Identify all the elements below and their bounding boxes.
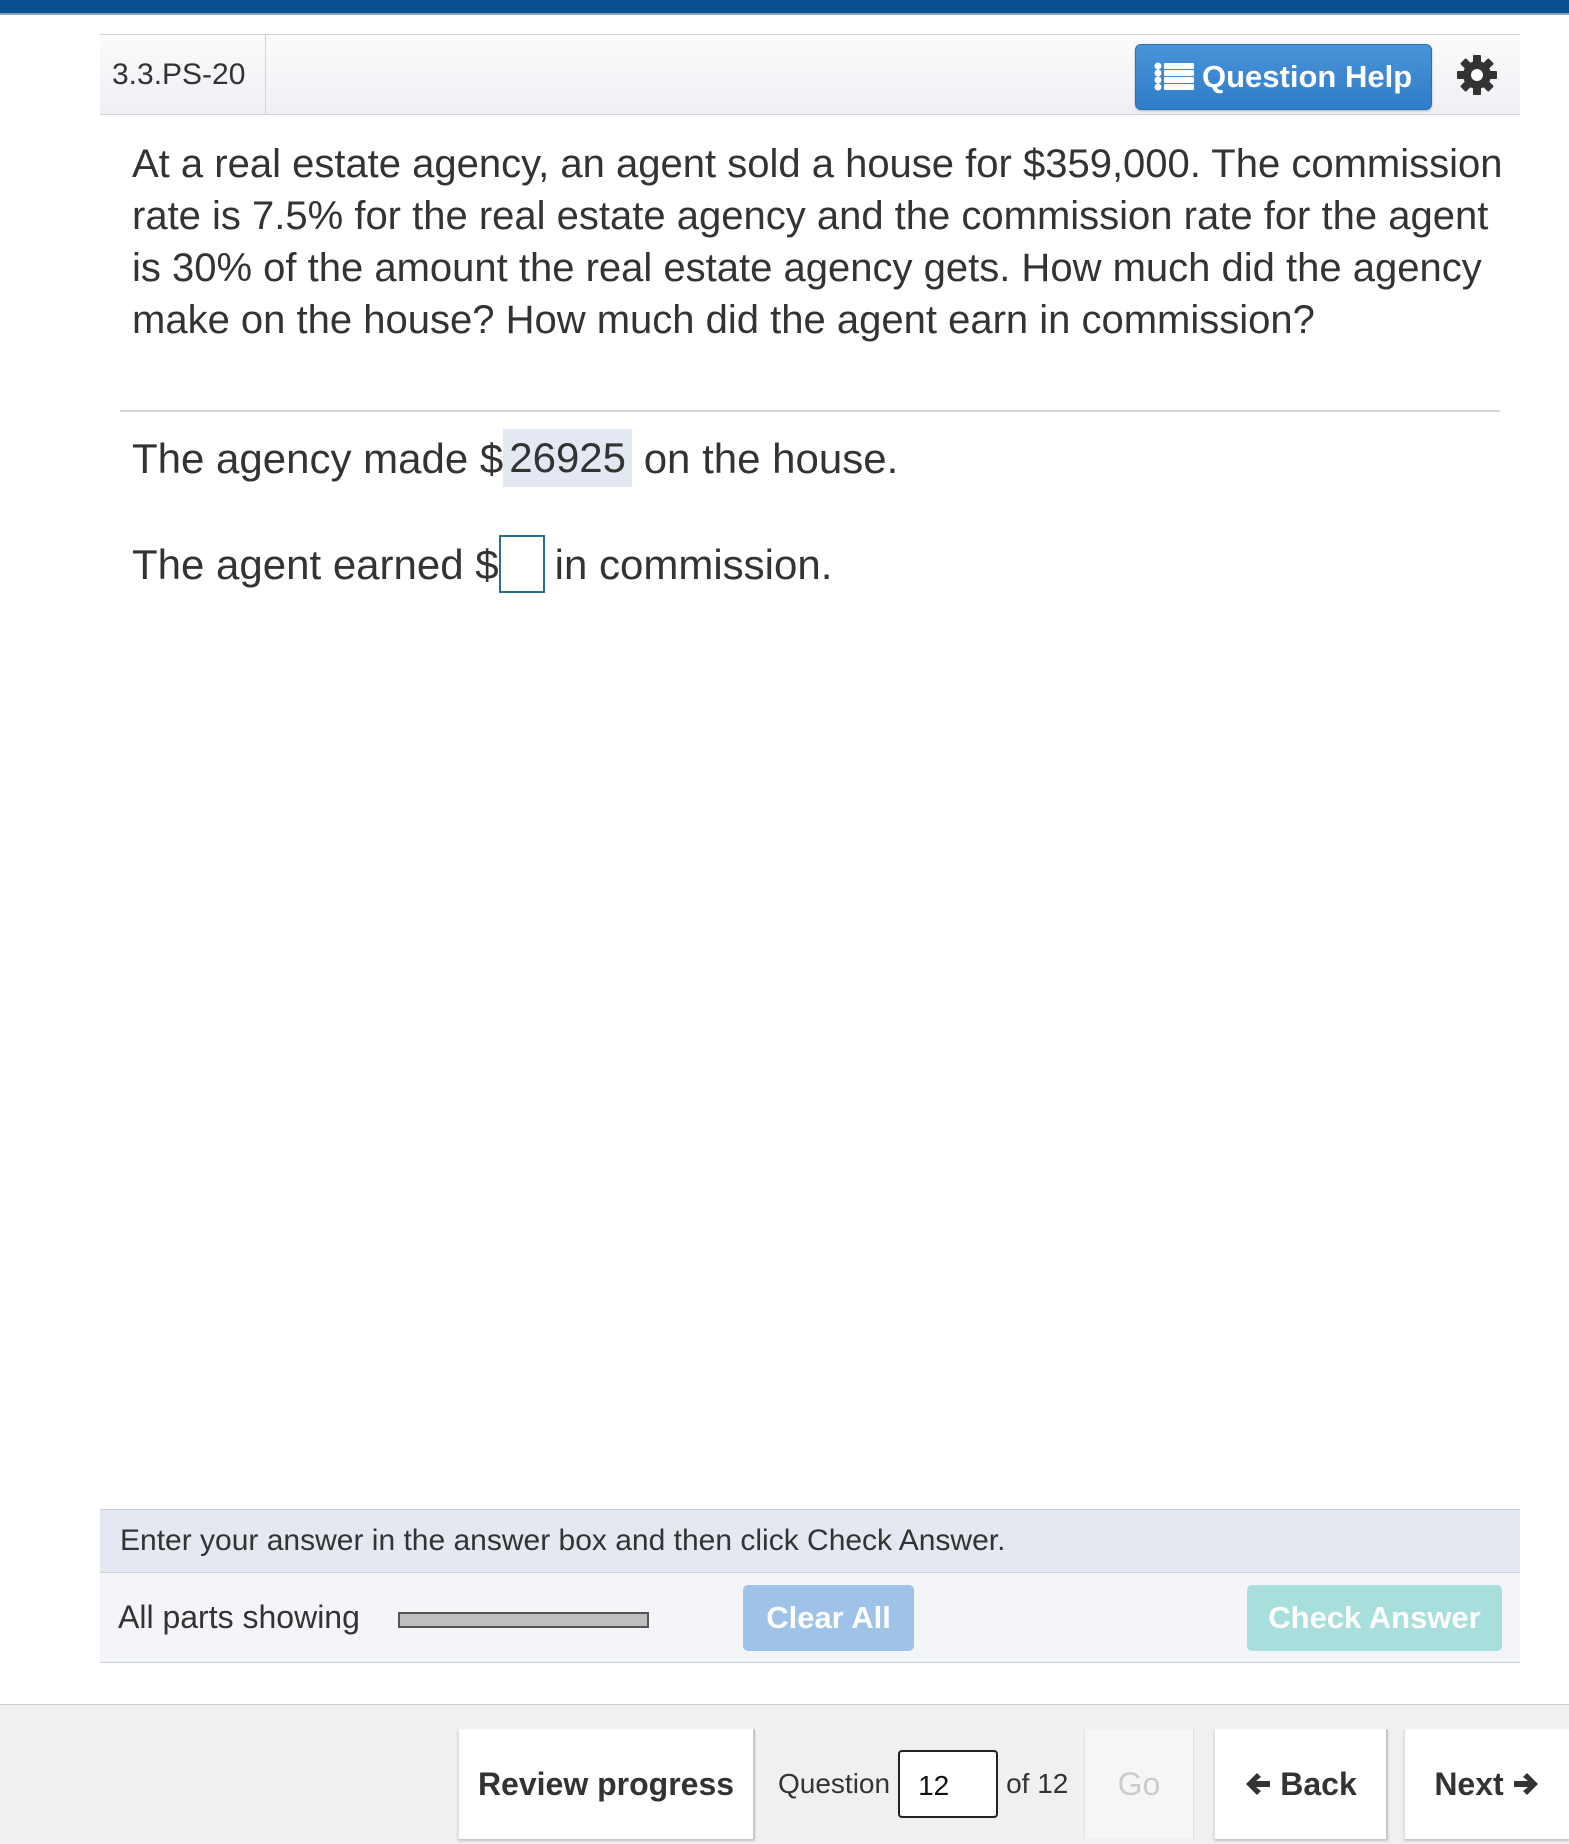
- go-label: Go: [1117, 1765, 1161, 1802]
- footer-nav: [0, 1704, 1569, 1844]
- question-panel: [100, 34, 1520, 1635]
- agency-answer-value[interactable]: 26925: [503, 429, 632, 487]
- arrow-left-icon: [1244, 1771, 1272, 1797]
- next-label: Next: [1434, 1765, 1504, 1802]
- arrow-right-icon: [1512, 1771, 1540, 1797]
- parts-progress-bar: [398, 1612, 649, 1628]
- question-help-button[interactable]: [1135, 44, 1432, 110]
- question-number-input[interactable]: [898, 1750, 998, 1818]
- answer-line-agency: [132, 424, 898, 494]
- question-text: At a real estate agency, an agent sold a house for $359,000. The commission rate is 7.5% for the real estate agency and the commission rate for the agent is 30% of the amount the real estate agency gets. How much did the agency make on the house? How much did the agent earn in commission?: [132, 142, 1503, 342]
- question-id: 3.3.PS-20: [100, 35, 266, 114]
- progress-fill: [400, 1614, 647, 1626]
- next-button[interactable]: [1404, 1729, 1569, 1839]
- review-progress-label: Review progress: [477, 1765, 735, 1802]
- question-label: Question: [778, 1768, 891, 1799]
- agent-suffix: in commission.: [554, 541, 833, 588]
- question-total: of 12: [1006, 1768, 1069, 1799]
- action-bar: [100, 1573, 1520, 1663]
- agency-suffix: on the house.: [643, 435, 899, 482]
- question-header: [100, 34, 1520, 115]
- top-bar: [0, 0, 1569, 15]
- clear-all-button[interactable]: Clear All: [743, 1585, 914, 1651]
- instruction-bar: Enter your answer in the answer box and then click Check Answer.: [100, 1509, 1520, 1573]
- back-button[interactable]: [1214, 1729, 1388, 1839]
- agent-prefix: The agent earned $: [132, 541, 499, 588]
- agency-prefix: The agency made $: [132, 435, 504, 482]
- check-answer-button[interactable]: Check Answer: [1247, 1585, 1502, 1651]
- divider: [120, 410, 1500, 412]
- list-icon: [1154, 62, 1194, 92]
- back-label: Back: [1280, 1765, 1357, 1802]
- answer-line-agent: [132, 530, 832, 600]
- agent-answer-input[interactable]: [499, 535, 545, 593]
- go-button[interactable]: [1084, 1729, 1194, 1839]
- question-navigator: [778, 1729, 1068, 1839]
- parts-label: All parts showing: [118, 1599, 360, 1635]
- gear-icon[interactable]: [1455, 53, 1499, 97]
- review-progress-button[interactable]: [458, 1729, 755, 1839]
- question-help-label: Question Help: [1202, 59, 1413, 94]
